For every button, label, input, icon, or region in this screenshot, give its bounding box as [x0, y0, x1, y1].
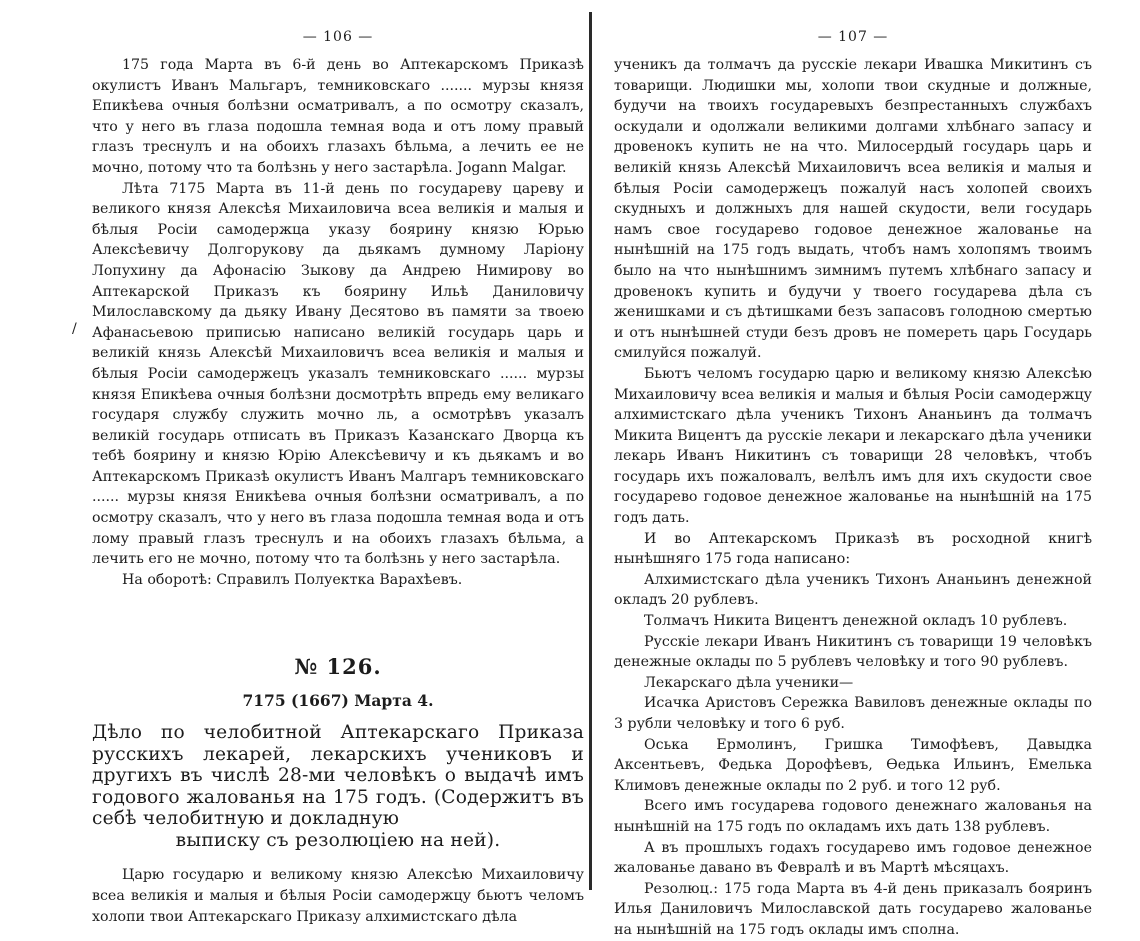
resolution: Резолюц.: 175 года Марта въ 4-й день приказалъ бояринъ Илья Даниловичъ Милославской дать государево жалованье на нынѣшнiй на 175 годъ оклады имъ сполна.: [614, 880, 1092, 938]
right-page: [614, 0, 1092, 938]
page-number: — 107 —: [817, 29, 889, 45]
paragraph: Лѣта 7175 Марта въ 11-й день по государеву цареву и великого князя Алексѣя Михаиловича всеа великiя и малыя и бѣлыя Росiи самодержца указу боярину князю Юрью Алексѣевичу Долгорукову да дьякамъ думному Ларiону Лопухину да Афонасiю Зыкову да Андрею Нимирову во Аптекарской Приказъ къ боярину Ильѣ Даниловичу Милославскому да дьяку Ивану Десятово въ памяти за твоею Афанасьевою приписью написано великiй государь царь и великiй князь Алексѣй Михаиловичъ всеа великiя и малыя и бѣлыя Росiи самодержецъ указалъ темниковскаго ...... мурзы князя Епикѣева очныя болѣзни досмотрѣть впредь ему великаго государя службу служить мочно ль, а осмотрѣвъ указалъ великiй государь отписать въ Приказъ Казанскаго Дворца къ тебѣ боярину и князю Юрiю Алексѣевичу и къ дьякамъ и во Аптекарскомъ Приказѣ окулистъ Иванъ Малгаръ темниковскаго ...... мурзы князя Еникѣева очныя болѣзни осматривалъ, а по осмотру сказалъ, что у него въ глаза подошла темная вода и отъ лому правый глазъ треснулъ и на обоихъ глазахъ бѣльма, а лечить его не мочно, потому что та болѣзнь у него застарѣла.: [92, 180, 584, 568]
document-title-end: выписку съ резолюцiею на ней).: [175, 829, 501, 851]
left-text-block: [92, 55, 584, 590]
paragraph: Бьютъ челомъ государю царю и великому князю Алексѣю Михаиловичу всеа великiя и малыя и бѣлыя Росiи самодержцу алхимистскаго дѣла ученикъ Тихонъ Ананьинъ да толмачъ Микита Вицентъ да русскiе лекари и лекарскаго дѣла ученики лекарь Иванъ Никитинъ съ товарищи 28 человѣкъ, чтобъ государь ихъ пожаловалъ, велѣлъ имъ для ихъ скудости свое государево годовое денежное жалованье на нынѣшнiй на 175 годъ дать.: [614, 365, 1092, 527]
list-item: Лекарскаго дѣла ученики—: [644, 674, 854, 691]
document-date: 7175 (1667) Марта 4.: [242, 691, 434, 711]
document-number: № 126.: [294, 654, 382, 680]
paragraph: И во Аптекарскомъ Приказѣ въ росходной книгѣ нынѣшняго 175 года написано:: [614, 530, 1092, 568]
paragraph: 175 года Марта въ 6-й день во Аптекарскомъ Приказѣ окулистъ Иванъ Мальгаръ, темниковскаго ....... мурзы князя Епикѣева очныя болѣзни осматривалъ, а по осмотру сказалъ, что у него въ глаза подошла темная вода и отъ лому правый глазъ треснулъ и на обоихъ глазахъ бѣльма, а лечить ее не мочно, потому что та болѣзнь у него застарѣла. Jogann Malgar.: [92, 57, 584, 176]
paragraph: Всего имъ государева годового денежнаго жалованья на нынѣшнiй на 175 годъ по окладамъ ихъ дать 138 рублевъ.: [614, 798, 1092, 835]
margin-mark: /: [72, 321, 77, 337]
left-page: [92, 0, 584, 925]
list-item: Алхимистскаго дѣла ученикъ Тихонъ Ананьинъ денежной окладъ 20 рублевъ.: [614, 571, 1092, 609]
book-spine: [589, 12, 592, 890]
document-title: [92, 722, 584, 851]
paragraph: Царю государю и великому князю Алексѣю Михаиловичу всеа великiя и малыя и бѣлыя Росiи самодержцу бьютъ челомъ холопи твои Аптекарскаго Приказу алхимистскаго дѣла: [92, 867, 584, 925]
list-item: Толмачъ Никита Вицентъ денежной окладъ 10 рублевъ.: [644, 613, 1068, 630]
paragraph: А въ прошлыхъ годахъ государево имъ годовое денежное жалованье давано въ Февралѣ и въ Мартѣ мѣсяцахъ.: [614, 839, 1092, 877]
paragraph: На оборотѣ: Справилъ Полуектка Варахѣевъ.: [122, 571, 463, 588]
list-item: Русскiе лекари Иванъ Никитинъ съ товарищи 19 человѣкъ денежные оклады по 5 рублевъ человѣку и того 90 рублевъ.: [614, 633, 1092, 671]
list-item: Оська Ермолинъ, Гришка Тимофѣевъ, Давыдка Аксентьевъ, Федька Дорофѣевъ, Өедька Ильинъ, Емелька Климовъ денежные оклады по 2 руб. и того 12 руб.: [614, 736, 1092, 794]
document-title-text: Дѣло по челобитной Аптекарскаго Приказа русскихъ лекарей, лекарскихъ учениковъ и другихъ въ числѣ 28-ми человѣкъ о выдачѣ имъ годового жалованья на 175 годъ. (Содержитъ въ себѣ челобитную и докладную: [92, 722, 584, 830]
paragraph: ученикъ да толмачъ да русскiе лекари Ивашка Микитинъ съ товарищи. Людишки мы, холопи твои скудные и должные, будучи на твоихъ государевыхъ безпрестанныхъ службахъ оскудали и одолжали великими долгами хлѣбнаго запасу и дровенокъ купить не на что. Милосердый государь царь и великiй князь Алексѣй Михаиловичъ всеа великiя и малыя и бѣлыя Росiи самодержецъ пожалуй насъ холопей своихъ скудныхъ и должныхъ для нашей скудости, вели государь намъ свое государево годовое денежное жалованье на нынѣшнiй на 175 годъ выдать, чтобъ намъ холопямъ твоимъ было на что нынѣшнимъ зимнимъ путемъ хлѣбнаго запасу и дровенокъ купить и будучи у твоего государева дѣла съ женишками и съ дѣтишками безъ запасовъ голодною смертью и отъ нынѣшней студи безъ дровъ не помереть царь Государь смилуйся пожалуй.: [614, 57, 1092, 362]
page-number: — 106 —: [302, 29, 374, 45]
list-item: Исачка Аристовъ Сережка Вавиловъ денежные оклады по 3 рубли человѣку и того 6 руб.: [614, 695, 1092, 732]
petition-start-block: [92, 865, 584, 927]
right-text-block: [614, 55, 1092, 941]
